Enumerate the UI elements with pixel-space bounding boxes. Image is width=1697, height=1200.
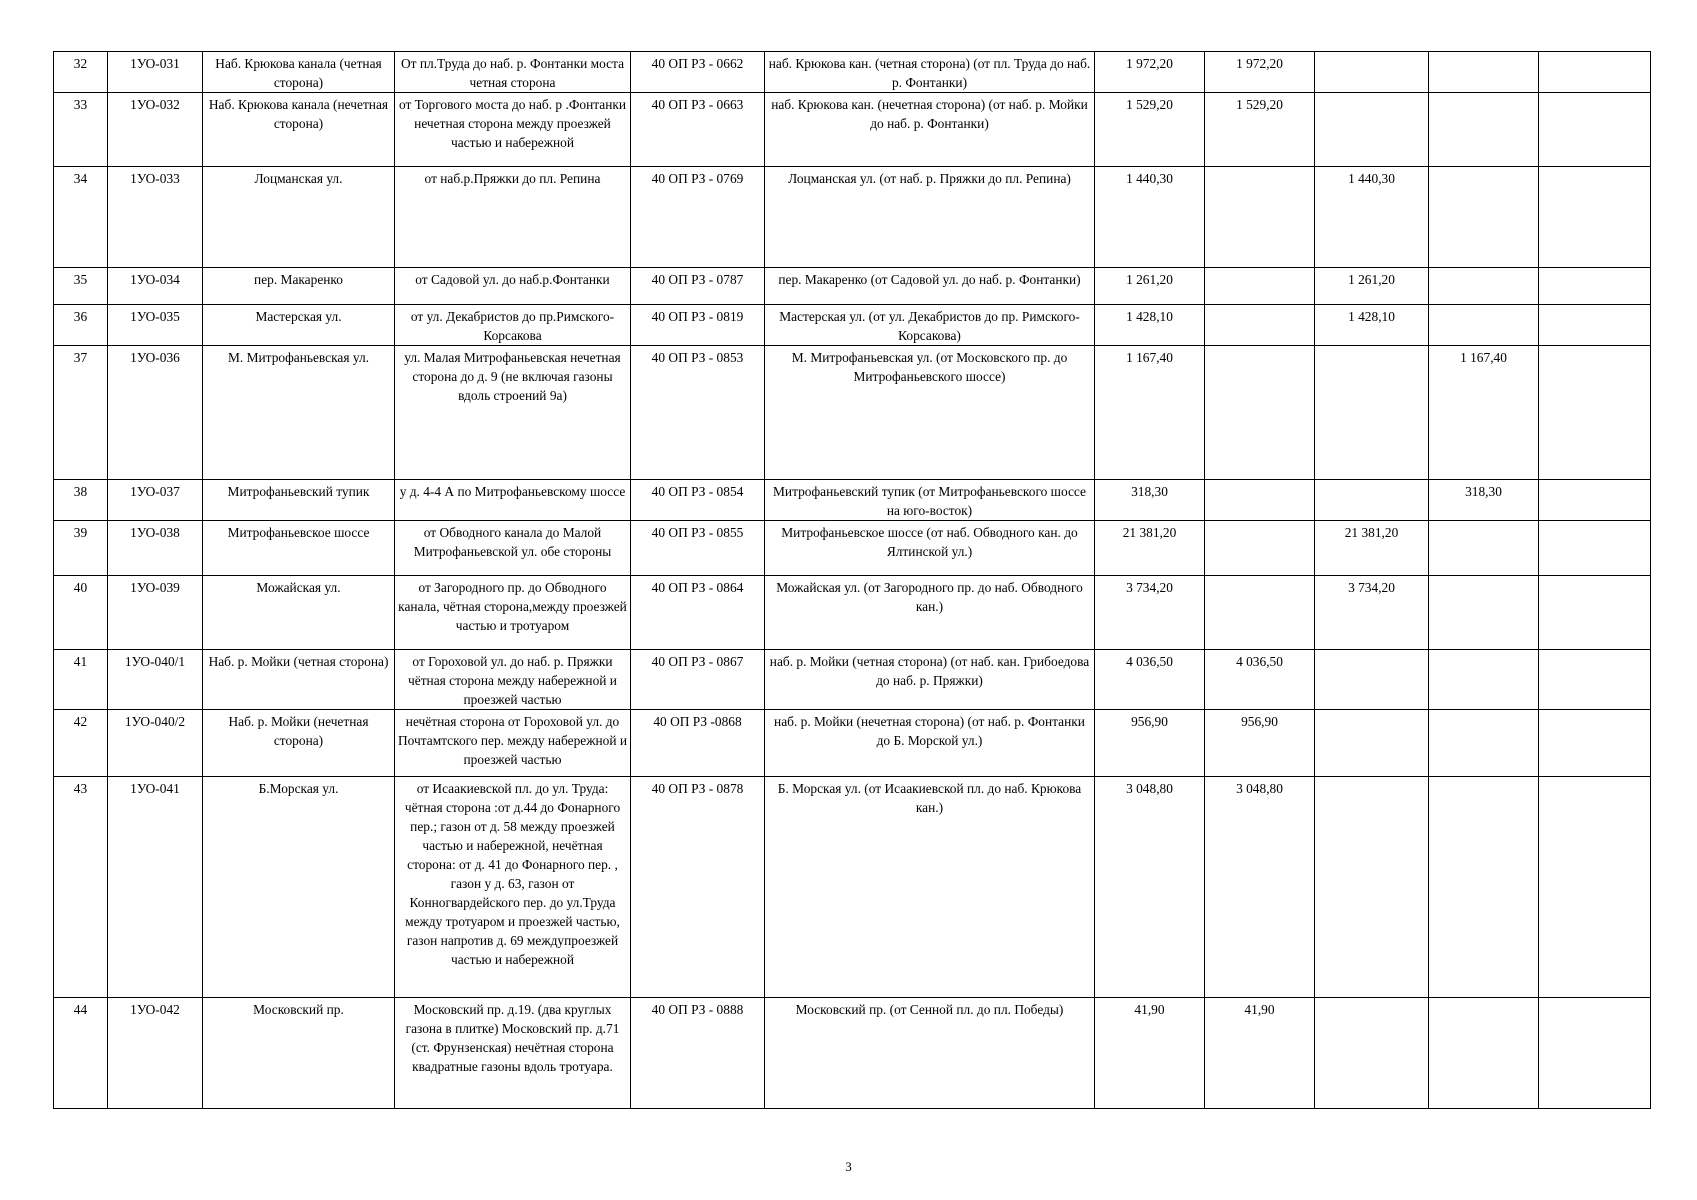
area-column-3-cell (1429, 167, 1539, 268)
table-row (54, 576, 1651, 650)
road-name-cell: пер. Макаренко (от Садовой ул. до наб. р. Фонтанки) (765, 268, 1095, 305)
road-name-cell: Мастерская ул. (от ул. Декабристов до пр. Римского-Корсакова) (765, 305, 1095, 346)
area-column-4-cell (1539, 93, 1651, 167)
object-code-cell: 1УО-042 (108, 998, 203, 1109)
area-column-2-cell (1315, 52, 1429, 93)
table-row (54, 346, 1651, 480)
table-row (54, 777, 1651, 998)
total-area-cell: 1 972,20 (1095, 52, 1205, 93)
total-area-cell: 4 036,50 (1095, 650, 1205, 710)
area-column-2-cell (1315, 777, 1429, 998)
total-area-cell: 956,90 (1095, 710, 1205, 777)
area-column-3-cell (1429, 93, 1539, 167)
area-column-2-cell (1315, 998, 1429, 1109)
object-code-cell: 1УО-036 (108, 346, 203, 480)
area-column-3-cell (1429, 52, 1539, 93)
table-row (54, 52, 1651, 93)
area-column-1-cell: 956,90 (1205, 710, 1315, 777)
row-number-cell: 33 (54, 93, 108, 167)
road-name-cell: М. Митрофаньевская ул. (от Московского пр. до Митрофаньевского шоссе) (765, 346, 1095, 480)
object-name-cell: Лоцманская ул. (203, 167, 395, 268)
description-cell: от Исаакиевской пл. до ул. Труда: чётная сторона :от д.44 до Фонарного пер.; газон от д. 58 между проезжей частью и набережной, нечётная сторона: от д. 41 до Фонарного пер. , газон у д. 63, газон от Конногвардейского пер. до ул.Труда между тротуаром и проезжей частью, газон напротив д. 69 междупроезжей частью и набережной (395, 777, 631, 998)
area-column-2-cell (1315, 346, 1429, 480)
row-number-cell: 44 (54, 998, 108, 1109)
registry-number-cell: 40 ОП РЗ - 0663 (631, 93, 765, 167)
area-column-2-cell: 3 734,20 (1315, 576, 1429, 650)
area-column-1-cell (1205, 268, 1315, 305)
registry-number-cell: 40 ОП РЗ - 0853 (631, 346, 765, 480)
area-column-4-cell (1539, 777, 1651, 998)
row-number-cell: 38 (54, 480, 108, 521)
road-name-cell: Митрофаньевский тупик (от Митрофаньевского шоссе на юго-восток) (765, 480, 1095, 521)
table-row (54, 650, 1651, 710)
total-area-cell: 1 428,10 (1095, 305, 1205, 346)
object-code-cell: 1УО-037 (108, 480, 203, 521)
road-name-cell: наб. р. Мойки (нечетная сторона) (от наб. р. Фонтанки до Б. Морской ул.) (765, 710, 1095, 777)
area-column-2-cell: 1 261,20 (1315, 268, 1429, 305)
area-column-1-cell: 41,90 (1205, 998, 1315, 1109)
area-column-4-cell (1539, 650, 1651, 710)
row-number-cell: 40 (54, 576, 108, 650)
registry-number-cell: 40 ОП РЗ - 0662 (631, 52, 765, 93)
area-column-4-cell (1539, 576, 1651, 650)
registry-number-cell: 40 ОП РЗ - 0888 (631, 998, 765, 1109)
area-column-1-cell: 4 036,50 (1205, 650, 1315, 710)
table-row (54, 710, 1651, 777)
road-name-cell: Московский пр. (от Сенной пл. до пл. Победы) (765, 998, 1095, 1109)
row-number-cell: 32 (54, 52, 108, 93)
area-column-4-cell (1539, 268, 1651, 305)
area-column-1-cell (1205, 305, 1315, 346)
table-row (54, 305, 1651, 346)
area-column-3-cell (1429, 521, 1539, 576)
description-cell: от Гороховой ул. до наб. р. Пряжки чётная сторона между набережной и проезжей частью (395, 650, 631, 710)
row-number-cell: 37 (54, 346, 108, 480)
road-name-cell: Лоцманская ул. (от наб. р. Пряжки до пл. Репина) (765, 167, 1095, 268)
area-column-4-cell (1539, 346, 1651, 480)
object-code-cell: 1УО-040/1 (108, 650, 203, 710)
registry-number-cell: 40 ОП РЗ - 0864 (631, 576, 765, 650)
table-row (54, 521, 1651, 576)
area-column-4-cell (1539, 998, 1651, 1109)
area-column-1-cell (1205, 167, 1315, 268)
object-code-cell: 1УО-033 (108, 167, 203, 268)
row-number-cell: 41 (54, 650, 108, 710)
area-column-3-cell (1429, 998, 1539, 1109)
object-name-cell: Наб. р. Мойки (нечетная сторона) (203, 710, 395, 777)
registry-number-cell: 40 ОП РЗ - 0819 (631, 305, 765, 346)
row-number-cell: 39 (54, 521, 108, 576)
road-name-cell: наб. р. Мойки (четная сторона) (от наб. кан. Грибоедова до наб. р. Пряжки) (765, 650, 1095, 710)
area-column-2-cell: 1 440,30 (1315, 167, 1429, 268)
total-area-cell: 1 167,40 (1095, 346, 1205, 480)
area-column-1-cell: 1 529,20 (1205, 93, 1315, 167)
area-column-2-cell: 1 428,10 (1315, 305, 1429, 346)
total-area-cell: 1 261,20 (1095, 268, 1205, 305)
area-column-4-cell (1539, 521, 1651, 576)
object-code-cell: 1УО-031 (108, 52, 203, 93)
registry-number-cell: 40 ОП РЗ - 0855 (631, 521, 765, 576)
area-column-4-cell (1539, 167, 1651, 268)
area-column-1-cell (1205, 521, 1315, 576)
object-code-cell: 1УО-032 (108, 93, 203, 167)
area-column-1-cell: 3 048,80 (1205, 777, 1315, 998)
area-column-1-cell (1205, 576, 1315, 650)
area-column-2-cell: 21 381,20 (1315, 521, 1429, 576)
total-area-cell: 1 440,30 (1095, 167, 1205, 268)
row-number-cell: 34 (54, 167, 108, 268)
area-column-4-cell (1539, 52, 1651, 93)
area-column-3-cell (1429, 305, 1539, 346)
total-area-cell: 1 529,20 (1095, 93, 1205, 167)
total-area-cell: 3 048,80 (1095, 777, 1205, 998)
object-name-cell: Мастерская ул. (203, 305, 395, 346)
description-cell: От пл.Труда до наб. р. Фонтанки моста четная сторона (395, 52, 631, 93)
object-name-cell: Московский пр. (203, 998, 395, 1109)
road-name-cell: наб. Крюкова кан. (четная сторона) (от пл. Труда до наб. р. Фонтанки) (765, 52, 1095, 93)
area-column-3-cell (1429, 268, 1539, 305)
total-area-cell: 318,30 (1095, 480, 1205, 521)
area-column-4-cell (1539, 305, 1651, 346)
total-area-cell: 41,90 (1095, 998, 1205, 1109)
object-code-cell: 1УО-034 (108, 268, 203, 305)
area-column-3-cell (1429, 576, 1539, 650)
object-code-cell: 1УО-039 (108, 576, 203, 650)
area-column-3-cell (1429, 777, 1539, 998)
registry-number-cell: 40 ОП РЗ -0868 (631, 710, 765, 777)
object-code-cell: 1УО-038 (108, 521, 203, 576)
row-number-cell: 35 (54, 268, 108, 305)
area-column-3-cell (1429, 710, 1539, 777)
object-name-cell: Б.Морская ул. (203, 777, 395, 998)
area-column-2-cell (1315, 480, 1429, 521)
table-row (54, 480, 1651, 521)
description-cell: от Обводного канала до Малой Митрофаньевской ул. обе стороны (395, 521, 631, 576)
registry-number-cell: 40 ОП РЗ - 0878 (631, 777, 765, 998)
area-column-1-cell: 1 972,20 (1205, 52, 1315, 93)
total-area-cell: 3 734,20 (1095, 576, 1205, 650)
object-code-cell: 1УО-035 (108, 305, 203, 346)
object-name-cell: Наб. р. Мойки (четная сторона) (203, 650, 395, 710)
row-number-cell: 43 (54, 777, 108, 998)
area-column-2-cell (1315, 93, 1429, 167)
area-column-3-cell: 1 167,40 (1429, 346, 1539, 480)
total-area-cell: 21 381,20 (1095, 521, 1205, 576)
description-cell: от наб.р.Пряжки до пл. Репина (395, 167, 631, 268)
object-code-cell: 1УО-041 (108, 777, 203, 998)
area-column-1-cell (1205, 346, 1315, 480)
road-name-cell: Б. Морская ул. (от Исаакиевской пл. до наб. Крюкова кан.) (765, 777, 1095, 998)
road-name-cell: наб. Крюкова кан. (нечетная сторона) (от наб. р. Мойки до наб. р. Фонтанки) (765, 93, 1095, 167)
registry-number-cell: 40 ОП РЗ - 0854 (631, 480, 765, 521)
road-name-cell: Можайская ул. (от Загородного пр. до наб. Обводного кан.) (765, 576, 1095, 650)
area-column-3-cell (1429, 650, 1539, 710)
registry-number-cell: 40 ОП РЗ - 0787 (631, 268, 765, 305)
description-cell: от Садовой ул. до наб.р.Фонтанки (395, 268, 631, 305)
area-column-3-cell: 318,30 (1429, 480, 1539, 521)
registry-number-cell: 40 ОП РЗ - 0867 (631, 650, 765, 710)
registry-number-cell: 40 ОП РЗ - 0769 (631, 167, 765, 268)
object-name-cell: пер. Макаренко (203, 268, 395, 305)
area-column-2-cell (1315, 710, 1429, 777)
description-cell: от ул. Декабристов до пр.Римского-Корсакова (395, 305, 631, 346)
area-column-4-cell (1539, 710, 1651, 777)
object-name-cell: Наб. Крюкова канала (четная сторона) (203, 52, 395, 93)
description-cell: от Торгового моста до наб. р .Фонтанки нечетная сторона между проезжей частью и набережной (395, 93, 631, 167)
table-row (54, 998, 1651, 1109)
description-cell: у д. 4-4 А по Митрофаньевскому шоссе (395, 480, 631, 521)
object-name-cell: Наб. Крюкова канала (нечетная сторона) (203, 93, 395, 167)
description-cell: ул. Малая Митрофаньевская нечетная сторона до д. 9 (не включая газоны вдоль строений 9а) (395, 346, 631, 480)
row-number-cell: 36 (54, 305, 108, 346)
object-name-cell: Митрофаньевское шоссе (203, 521, 395, 576)
area-column-1-cell (1205, 480, 1315, 521)
object-name-cell: Митрофаньевский тупик (203, 480, 395, 521)
description-cell: Московский пр. д.19. (два круглых газона в плитке) Московский пр. д.71 (ст. Фрунзенская) нечётная сторона квадратные газоны вдоль тротуара. (395, 998, 631, 1109)
description-cell: от Загородного пр. до Обводного канала, чётная сторона,между проезжей частью и тротуаром (395, 576, 631, 650)
area-column-4-cell (1539, 480, 1651, 521)
object-code-cell: 1УО-040/2 (108, 710, 203, 777)
table-row (54, 268, 1651, 305)
object-name-cell: М. Митрофаньевская ул. (203, 346, 395, 480)
description-cell: нечётная сторона от Гороховой ул. до Почтамтского пер. между набережной и проезжей частью (395, 710, 631, 777)
page-number: 3 (845, 1159, 852, 1174)
table-row (54, 93, 1651, 167)
area-column-2-cell (1315, 650, 1429, 710)
table-row (54, 167, 1651, 268)
road-name-cell: Митрофаньевское шоссе (от наб. Обводного кан. до Ялтинской ул.) (765, 521, 1095, 576)
data-table (53, 51, 1651, 1109)
row-number-cell: 42 (54, 710, 108, 777)
object-name-cell: Можайская ул. (203, 576, 395, 650)
